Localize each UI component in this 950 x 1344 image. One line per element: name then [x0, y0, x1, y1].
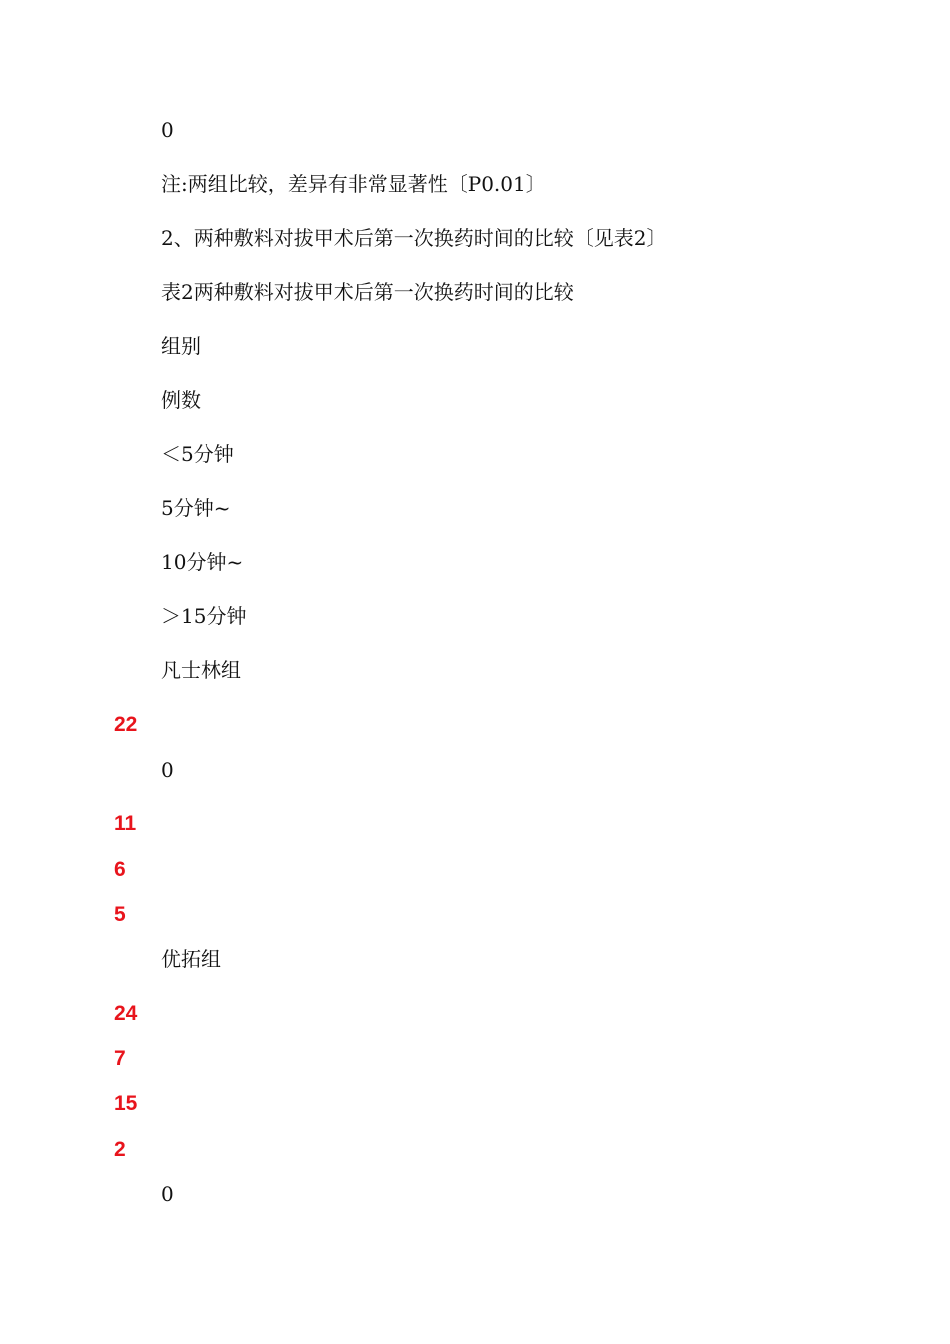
table-value: 0	[161, 758, 174, 782]
text-line: 0	[161, 118, 174, 142]
table-value: 5	[114, 903, 126, 926]
table-value: 2	[114, 1138, 126, 1161]
table-caption: 表2两种敷料对拔甲术后第一次换药时间的比较	[161, 280, 574, 304]
column-header: 5分钟~	[161, 496, 231, 520]
table-value: 7	[114, 1047, 126, 1070]
column-header: 组别	[161, 334, 201, 358]
table-value: 11	[114, 812, 137, 835]
group-label: 凡士林组	[161, 658, 241, 682]
section-heading: 2、两种敷料对拔甲术后第一次换药时间的比较〔见表2〕	[161, 226, 667, 250]
column-header: 例数	[161, 388, 201, 412]
table-value: 6	[114, 858, 126, 881]
group-label: 优拓组	[161, 947, 221, 971]
column-header: ＞15分钟	[161, 604, 247, 628]
table-value: 24	[114, 1002, 138, 1025]
table-note: 注:两组比较，差异有非常显著性〔P0.01〕	[161, 172, 546, 196]
column-header: 10分钟~	[161, 550, 244, 574]
table-value: 0	[161, 1182, 174, 1206]
table-value: 15	[114, 1092, 138, 1115]
table-value: 22	[114, 713, 138, 736]
column-header: ＜5分钟	[161, 442, 234, 466]
